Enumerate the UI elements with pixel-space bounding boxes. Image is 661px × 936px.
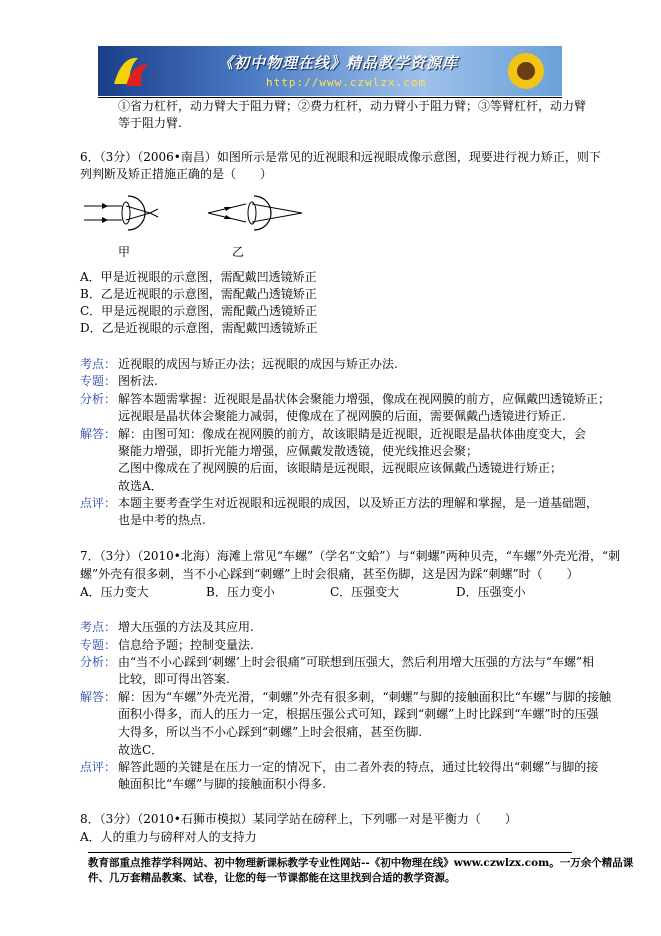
header-banner (98, 46, 562, 96)
q7-kaodian: 增大压强的方法及其应用. (118, 620, 254, 634)
q6-jieda-3: 乙图中像成在了视网膜的后面，该眼睛是远视眼，远视眼应该佩戴凸透镜进行矫正； (118, 461, 563, 475)
q6-kaodian-label: 考点： (80, 357, 117, 371)
q6-jieda-label: 解答： (80, 427, 117, 441)
sunflower-icon (496, 48, 556, 94)
q6-option-c: C．甲是远视眼的示意图，需配戴凸透镜矫正 (80, 304, 318, 318)
q7-kaodian-label: 考点： (80, 620, 117, 634)
q7-fenxi-2: 比较，即可得出答案. (118, 672, 230, 686)
q7-jieda-label: 解答： (80, 690, 117, 704)
footer-line-2: 件、几万套精品教案、试卷，让您的每一节课都能在这里找到合适的教学资源。 (88, 872, 456, 884)
footer-rule (88, 852, 572, 853)
q7-option-b: B．压力变小 (206, 585, 275, 599)
q6-fenxi-label: 分析： (80, 392, 117, 406)
header-url[interactable]: http://www.czwlzx.com (266, 76, 427, 89)
figure-label-yi: 乙 (232, 245, 245, 259)
q6-dianping-2: 也是中考的热点. (118, 513, 206, 527)
q7-option-a: A．压力变大 (80, 585, 149, 599)
q6-fenxi-2: 远视眼是晶状体会聚能力减弱，使像成在了视网膜的后面，需要佩戴凸透镜进行矫正. (118, 409, 566, 423)
q7-dianping-2: 触面积比“车螺”与脚的接触面积小得多. (118, 777, 327, 791)
q6-jieda-1: 解：由图可知：像成在视网膜的前方，故该眼睛是近视眼，近视眼是晶状体曲度变大，会 (118, 427, 587, 441)
q7-zhuanti: 信息给予题；控制变量法. (118, 638, 254, 652)
q8-option-a: A．人的重力与磅秤对人的支持力 (80, 830, 257, 844)
q6-zhuanti-label: 专题： (80, 374, 117, 388)
q7-stem-1: 7．（3分）（2010•北海）海滩上常见“车螺”（学名“文蛤”）与“刺螺”两种贝壳，“车螺”外壳光滑，“刺 (80, 549, 621, 563)
q7-option-d: D．压强变小 (456, 585, 526, 599)
q7-jieda-4: 故选C． (118, 743, 164, 757)
q6-zhuanti: 图析法. (118, 374, 158, 388)
hyperopia-eye-diagram (206, 186, 326, 244)
prev-line-1: ①省力杠杆，动力臂大于阻力臂；②费力杠杆，动力臂小于阻力臂；③等臂杠杆，动力臂 (118, 99, 587, 113)
q7-jieda-1: 解：因为“车螺”外壳光滑，“刺螺”外壳有很多刺，“刺螺”与脚的接触面积比“车螺”与脚的接触 (118, 690, 612, 704)
q7-option-c: C．压强变大 (330, 585, 400, 599)
q6-jieda-2: 聚能力增强，即折光能力增强，应佩戴发散透镜，使光线推迟会聚； (118, 444, 479, 458)
q6-option-b: B．乙是近视眼的示意图，需配戴凸透镜矫正 (80, 287, 317, 301)
q7-fenxi-label: 分析： (80, 655, 117, 669)
q6-option-d: D．乙是近视眼的示意图，需配戴凹透镜矫正 (80, 321, 318, 335)
footer-line-1: 教育部重点推荐学科网站、初中物理新课标教学专业性网站--《初中物理在线》www.czwlzx.com。一万余个精品课 (88, 857, 634, 869)
q8-stem-1: 8．（3分）（2010•石狮市模拟）某同学站在磅秤上，下列哪一对是平衡力（ ） (80, 812, 517, 826)
q7-stem-2: 螺”外壳有很多刺，当不小心踩到“刺螺”上时会很痛，甚至伤脚，这是因为踩“刺螺”时（ ） (80, 567, 579, 581)
q6-jieda-4: 故选A． (118, 479, 163, 493)
q7-zhuanti-label: 专题： (80, 638, 117, 652)
q7-fenxi-1: 由“当不小心踩到‘刺螺’上时会很痛”可联想到压强大，然后利用增大压强的方法与“车螺”相 (118, 655, 595, 669)
header-title: 《初中物理在线》精品教学资源库 (218, 54, 459, 72)
site-logo-icon (108, 50, 154, 92)
q7-dianping-label: 点评： (80, 760, 117, 774)
q7-dianping-1: 解答此题的关键是在压力一定的情况下，由二者外表的特点，通过比较得出“刺螺”与脚的接 (118, 760, 599, 774)
q6-kaodian: 近视眼的成因与矫正办法；远视眼的成因与矫正办法. (118, 357, 398, 371)
q6-fenxi-1: 解答本题需掌握：近视眼是晶状体会聚能力增强，像成在视网膜的前方，应佩戴凹透镜矫正； (118, 392, 611, 406)
figure-label-jia: 甲 (118, 245, 131, 259)
q6-option-a: A．甲是近视眼的示意图，需配戴凹透镜矫正 (80, 270, 317, 284)
q7-jieda-3: 大得多，所以当不小心踩到“刺螺”上时会很痛，甚至伤脚. (118, 725, 423, 739)
myopia-eye-diagram (82, 186, 182, 244)
prev-line-2: 等于阻力臂. (118, 116, 182, 130)
q6-stem-2: 列判断及矫正措施正确的是（ ） (80, 167, 273, 181)
q6-stem-1: 6．（3分）（2006•南昌）如图所示是常见的近视眼和远视眼成像示意图，现要进行视力矫正，则下 (80, 150, 601, 164)
q6-dianping-1: 本题主要考查学生对近视眼和远视眼的成因，以及矫正方法的理解和掌握，是一道基础题， (118, 496, 599, 510)
q6-dianping-label: 点评： (80, 496, 117, 510)
q7-jieda-2: 面积小得多，而人的压力一定，根据压强公式可知，踩到“刺螺”上时比踩到“车螺”时的压强 (118, 707, 599, 721)
